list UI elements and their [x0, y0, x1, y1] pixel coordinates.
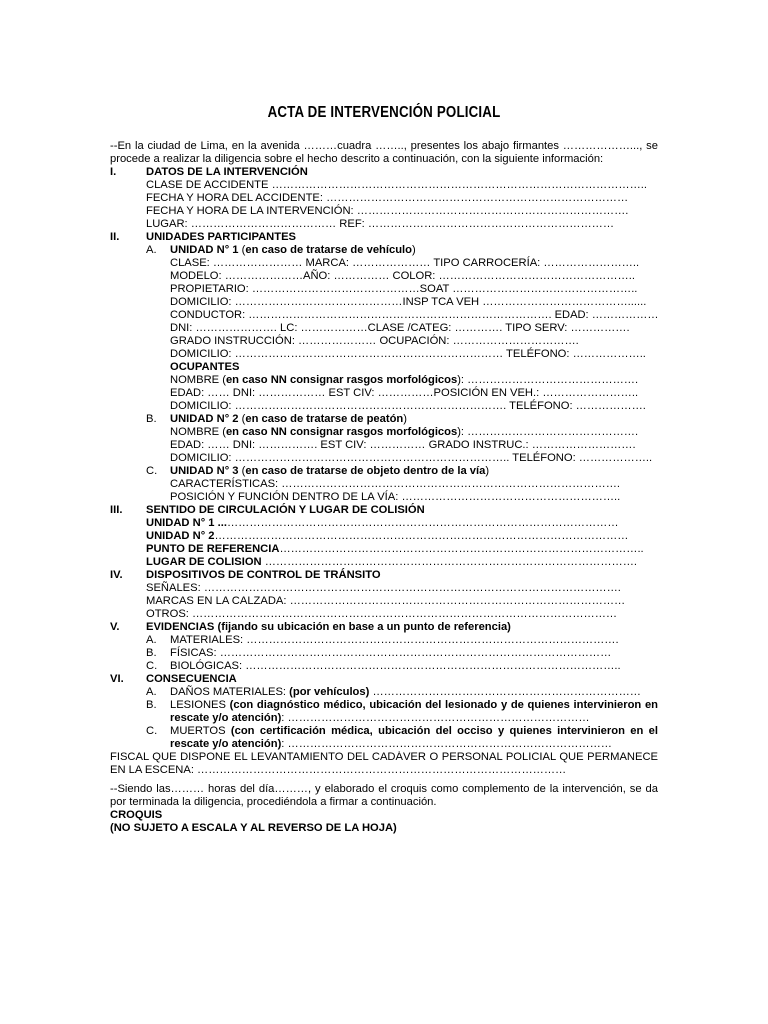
circ-punto-referencia: PUNTO DE REFERENCIA……………………………………………………………………………………..	[146, 543, 644, 555]
cons-muertos: MUERTOS (con certificación médica, ubicación del occiso y quienes intervinieron en el rescate y/o atención): ……………………………………………………………………………	[170, 725, 658, 750]
occupant-edad: EDAD: …… DNI: ……………… EST CIV: ……………POSICIÓN EN VEH.: ……………………..	[170, 387, 639, 399]
unit-1-conductor: CONDUCTOR: ………………………………………………………………………. EDAD: ………………	[170, 309, 659, 321]
unit-1-marker: A.	[146, 244, 157, 256]
evid-c-marker: C.	[146, 660, 158, 672]
circ-lugar-colision: LUGAR DE COLISION ……………………………………………………………………………………….	[146, 556, 638, 568]
unit-2-nombre: NOMBRE (en caso NN consignar rasgos morfológicos): ……………………………………….	[170, 426, 639, 438]
unit-1-modelo: MODELO: …………………AÑO: …………… COLOR: ……………………………………………..	[170, 270, 635, 282]
unit-2-domicilio: DOMICILIO: ……………………………………………………………….. TELÉFONO: ………………..	[170, 452, 653, 464]
evid-b-marker: B.	[146, 647, 157, 659]
unit-1-heading: UNIDAD N° 1 (en caso de tratarse de vehículo)	[170, 244, 416, 256]
field-lugar: LUGAR: ………………………………… REF: …………………………………………………………	[146, 218, 615, 230]
section-1-heading: DATOS DE LA INTERVENCIÓN	[146, 166, 308, 178]
cons-lesiones: LESIONES (con diagnóstico médico, ubicación del lesionado y de quienes intervinieron en rescate y/o atención): ………………………………………………………………………	[170, 699, 658, 724]
section-2-heading: UNIDADES PARTICIPANTES	[146, 231, 297, 243]
unit-2-edad: EDAD: …… DNI: ……………. EST CIV: …………… GRADO INSTRUC.: ……………………….	[170, 439, 636, 451]
cons-danos: DAÑOS MATERIALES: (por vehículos) ………………………………………………………………	[170, 686, 641, 698]
cons-b-marker: B.	[146, 699, 157, 711]
cons-c-marker: C.	[146, 725, 158, 737]
intro-paragraph: --En la ciudad de Lima, en la avenida ………cuadra …….., presentes los abajo firmantes ………………..., se procede a realizar la diligencia sobre el hecho descrito a continuación, con la siguiente información:	[110, 140, 658, 165]
field-fecha-accidente: FECHA Y HORA DEL ACCIDENTE: ………………………………………………………………………	[146, 192, 629, 204]
field-senales: SEÑALES: ………………………………………………………………………………………………….	[146, 582, 621, 594]
croquis-heading: CROQUIS	[110, 809, 163, 821]
document-title: ACTA DE INTERVENCIÓN POLICIAL	[267, 104, 501, 121]
croquis-note: (NO SUJETO A ESCALA Y AL REVERSO DE LA HOJA)	[110, 822, 397, 834]
section-5-heading: EVIDENCIAS (fijando su ubicación en base a un punto de referencia)	[146, 621, 511, 633]
unit-2-marker: B.	[146, 413, 157, 425]
field-otros: OTROS: ……………………………………………………………………………………………………	[146, 608, 618, 620]
circ-unit-1: UNIDAD N° 1 ...……………………………………………………………………………………………	[146, 517, 619, 529]
section-6-heading: CONSECUENCIA	[146, 673, 237, 685]
section-4-heading: DISPOSITIVOS DE CONTROL DE TRÁNSITO	[146, 569, 381, 581]
section-2-number: II.	[110, 231, 120, 243]
cons-a-marker: A.	[146, 686, 157, 698]
section-3-heading: SENTIDO DE CIRCULACIÓN Y LUGAR DE COLISIÓN	[146, 504, 425, 516]
occupant-nombre: NOMBRE (en caso NN consignar rasgos morfológicos): ……………………………………….	[170, 374, 639, 386]
section-5-number: V.	[110, 621, 120, 633]
unit-1-grado: GRADO INSTRUCCIÓN: ………………… OCUPACIÓN: …………………………….	[170, 335, 579, 347]
unit-3-caracteristicas: CARACTERÍSTICAS: ……………………………………………………………………………….	[170, 478, 621, 490]
occupants-heading: OCUPANTES	[170, 361, 240, 373]
circ-unit-2: UNIDAD N° 2…………………………………………………………………………………………………	[146, 530, 629, 542]
evid-fisicas: FÍSICAS: ……………………………………………………………………………………………	[170, 647, 612, 659]
unit-2-heading: UNIDAD N° 2 (en caso de tratarse de peatón)	[170, 413, 408, 425]
unit-1-dni: DNI: …………………. LC: ………………CLASE /CATEG: …………. TIPO SERV: …………….	[170, 322, 630, 334]
section-3-number: III.	[110, 504, 123, 516]
evid-materiales: MATERIALES: ……………………………………………………………………………………….	[170, 634, 619, 646]
unit-1-domicilio-conductor: DOMICILIO: ……………………………………………………………… TELÉFONO: ………………..	[170, 348, 646, 360]
field-fecha-intervencion: FECHA Y HORA DE LA INTERVENCIÓN: ……………………………………………………………….	[146, 205, 629, 217]
field-clase-accidente: CLASE DE ACCIDENTE ………………………………………………………………………………………..	[146, 179, 647, 191]
evid-biologicas: BIOLÓGICAS: ………………………………………………………………………………………..	[170, 660, 621, 672]
unit-3-heading: UNIDAD N° 3 (en caso de tratarse de objeto dentro de la vía)	[170, 465, 490, 477]
unit-3-posicion: POSICIÓN Y FUNCIÓN DENTRO DE LA VÍA: …………………………………………………..	[170, 491, 621, 503]
section-1-number: I.	[110, 166, 117, 178]
unit-1-domicilio: DOMICILIO: ………………………………………INSP TCA VEH …………………………………......	[170, 296, 647, 308]
fiscal-paragraph: FISCAL QUE DISPONE EL LEVANTAMIENTO DEL CADÁVER O PERSONAL POLICIAL QUE PERMANECE EN LA ESCENA: ………………………………………………………………………………………	[110, 751, 658, 776]
closing-paragraph: --Siendo las……… horas del día………, y elaborado el croquis como complemento de la intervención, se da por terminada la diligencia, procediéndola a firmar a continuación.	[110, 783, 658, 808]
field-marcas-calzada: MARCAS EN LA CALZADA: ………………………………………………………………………………	[146, 595, 626, 607]
section-4-number: IV.	[110, 569, 123, 581]
unit-1-clase: CLASE: …………………… MARCA: ………………… TIPO CARROCERÍA: ……………………..	[170, 257, 640, 269]
evid-a-marker: A.	[146, 634, 157, 646]
section-6-number: VI.	[110, 673, 124, 685]
unit-1-propietario: PROPIETARIO: ………………………………………SOAT …………………………………………..	[170, 283, 638, 295]
occupant-domicilio: DOMICILIO: ………………………………………………………………. TELÉFONO: ……………….	[170, 400, 646, 412]
unit-3-marker: C.	[146, 465, 158, 477]
